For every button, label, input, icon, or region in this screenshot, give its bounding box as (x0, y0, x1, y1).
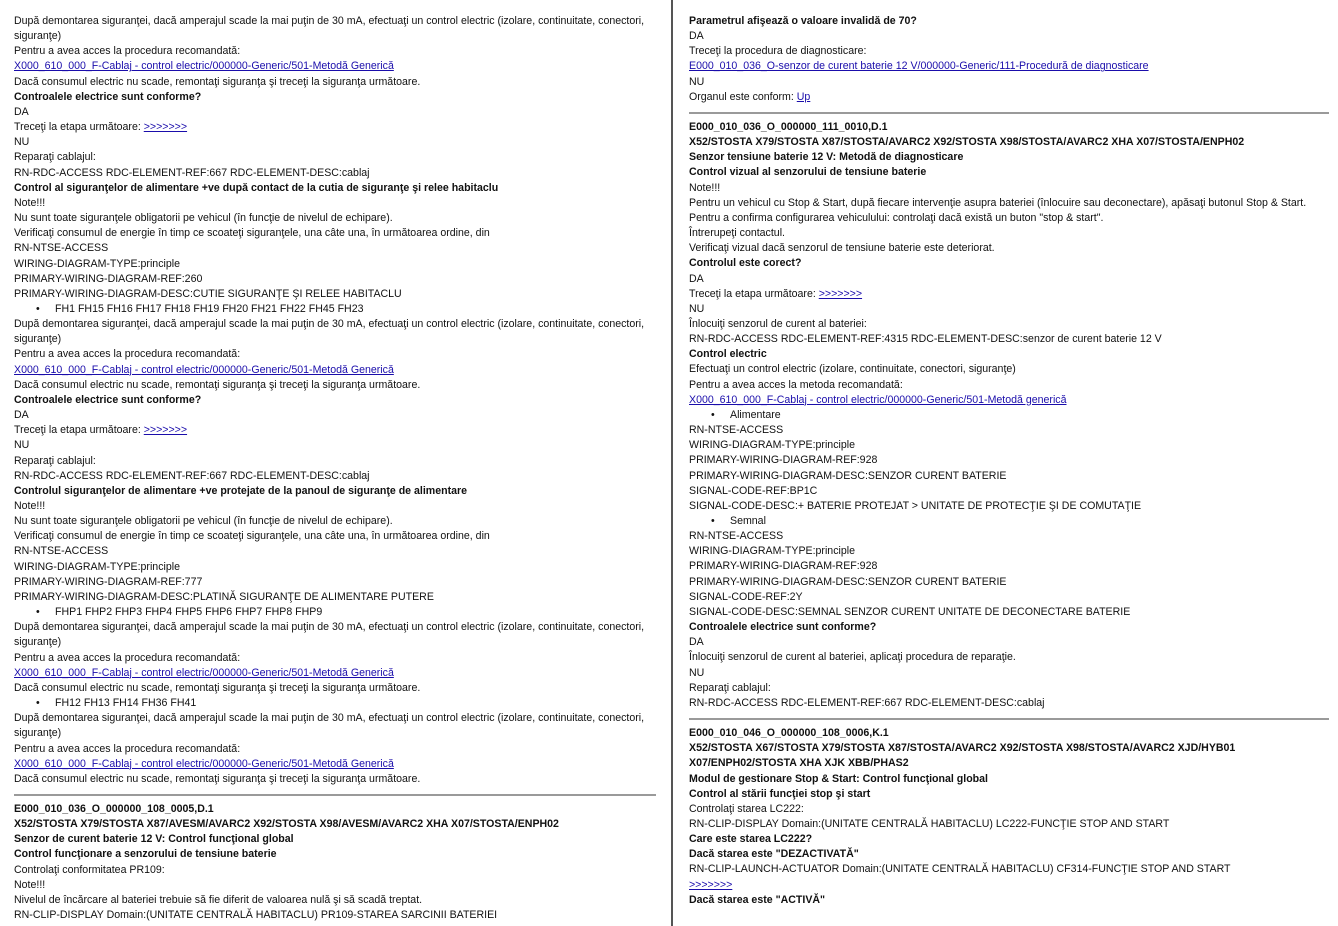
heading-text: E000_010_036_O_000000_111_0010,D.1 (689, 120, 888, 133)
body-text: Verificaţi vizual dacă senzorul de tensiune baterie este deteriorat. (689, 242, 995, 255)
bullet-text: Alimentare (730, 408, 781, 421)
next-step-link[interactable]: >>>>>>> (143, 424, 188, 437)
body-text: Reparaţi cablajul: (14, 454, 96, 467)
bullet-item (14, 302, 656, 317)
body-text: RN-NTSE-ACCESS (689, 424, 784, 437)
heading-text: E000_010_036_O_000000_108_0005,D.1 (14, 802, 214, 815)
body-text: SIGNAL-CODE-REF:2Y (689, 590, 803, 603)
body-text: PRIMARY-WIRING-DIAGRAM-REF:928 (689, 454, 878, 467)
body-text: NU (689, 666, 705, 679)
bullet-icon: • (36, 606, 40, 619)
heading-text: Senzor de curent baterie 12 V: Control funcţional global (14, 833, 294, 846)
bullet-item (689, 514, 1329, 529)
body-text: Dacă consumul electric nu scade, remontaţi siguranţa şi treceţi la siguranţa următoare. (14, 378, 421, 391)
heading-text: X52/STOSTA X79/STOSTA X87/STOSTA/AVARC2 X92/STOSTA X98/STOSTA/AVARC2 XHA X07/STOSTA/ENPH02 (689, 136, 1245, 149)
body-text: NU (14, 439, 30, 452)
procedure-link-line (14, 757, 656, 772)
bullet-item (689, 408, 1329, 423)
heading-text: Control funcţionare a senzorului de tensiune baterie (14, 848, 277, 861)
heading-text: Controalele electrice sunt conforme? (14, 90, 202, 103)
body-text: PRIMARY-WIRING-DIAGRAM-DESC:CUTIE SIGURANŢE ŞI RELEE HABITACLU (14, 287, 402, 300)
body-text: Verificaţi consumul de energie în timp ce scoateţi siguranţele, una câte una, în următoarea ordine, din (14, 530, 490, 543)
procedure-link[interactable]: X000_610_000_F-Cablaj - control electric/000000-Generic/501-Metodă Generică (14, 757, 394, 770)
next-step-link[interactable]: Up (796, 90, 811, 103)
body-text: Pentru a avea acces la procedura recomandată: (14, 348, 241, 361)
procedure-link-line (14, 666, 656, 681)
left-column (14, 14, 656, 923)
body-text: RN-RDC-ACCESS RDC-ELEMENT-REF:4315 RDC-ELEMENT-DESC:senzor de curent baterie 12 V (689, 333, 1162, 346)
heading-text: E000_010_046_O_000000_108_0006,K.1 (689, 727, 889, 740)
heading-text: Controlul siguranţelor de alimentare +ve protejate de la panoul de siguranţe de alimentare (14, 484, 467, 497)
body-text: SIGNAL-CODE-DESC:+ BATERIE PROTEJAT > UNITATE DE PROTECŢIE ŞI DE COMUTAŢIE (689, 499, 1142, 512)
body-text: RN-NTSE-ACCESS (689, 530, 784, 543)
heading-text: Dacă starea este "DEZACTIVATĂ" (689, 848, 859, 861)
bullet-text: FHP1 FHP2 FHP3 FHP4 FHP5 FHP6 FHP7 FHP8 FHP9 (55, 606, 323, 619)
next-step-link[interactable]: >>>>>>> (143, 121, 188, 134)
body-text: După demontarea siguranţei, dacă amperajul scade la mai puţin de 30 mA, efectuaţi un control electric (izolare, continuitate, conectori, siguranţe) (14, 15, 645, 43)
body-text: PRIMARY-WIRING-DIAGRAM-REF:260 (14, 272, 203, 285)
body-text: Note!!! (689, 181, 721, 194)
heading-text: Control electric (689, 348, 767, 361)
section-separator (689, 718, 1329, 720)
body-text: Înlocuiţi senzorul de curent al bateriei: (689, 317, 867, 330)
body-text: După demontarea siguranţei, dacă amperajul scade la mai puţin de 30 mA, efectuaţi un control electric (izolare, continuitate, conectori, siguranţe) (14, 318, 645, 346)
step-line (14, 120, 656, 135)
body-text: NU (689, 75, 705, 88)
body-text: DA (689, 30, 704, 43)
procedure-link[interactable]: X000_610_000_F-Cablaj - control electric/000000-Generic/501-Metodă Generică (14, 666, 394, 679)
body-text: NU (689, 302, 705, 315)
body-text: Note!!! (14, 196, 46, 209)
procedure-link[interactable]: >>>>>>> (689, 878, 733, 891)
heading-text: Controalele electrice sunt conforme? (689, 621, 877, 634)
body-text: Nu sunt toate siguranţele obligatorii pe vehicul (în funcţie de nivelul de echipare). (14, 212, 393, 225)
section-separator (14, 794, 656, 796)
heading-text: Modul de gestionare Stop & Start: Control funcţional global (689, 772, 988, 785)
bullet-icon: • (36, 302, 40, 315)
body-text: Pentru a confirma configurarea vehiculului: controlaţi dacă există un buton "stop & start". (689, 211, 1104, 224)
bullet-text: FH1 FH15 FH16 FH17 FH18 FH19 FH20 FH21 FH22 FH45 FH23 (55, 302, 364, 315)
bullet-text: FH12 FH13 FH14 FH36 FH41 (55, 697, 197, 710)
step-line (689, 287, 1329, 302)
body-text: DA (14, 409, 29, 422)
step-line (689, 90, 1329, 105)
body-text: PRIMARY-WIRING-DIAGRAM-REF:777 (14, 575, 203, 588)
body-text: SIGNAL-CODE-REF:BP1C (689, 484, 818, 497)
body-text: Nu sunt toate siguranţele obligatorii pe vehicul (în funcţie de nivelul de echipare). (14, 515, 393, 528)
body-text: RN-RDC-ACCESS RDC-ELEMENT-REF:667 RDC-ELEMENT-DESC:cablaj (689, 696, 1045, 709)
body-text: Pentru a avea acces la procedura recomandată: (14, 45, 241, 58)
body-text: Pentru a avea acces la procedura recomandată: (14, 742, 241, 755)
heading-text: Control vizual al senzorului de tensiune baterie (689, 166, 927, 179)
body-text: DA (689, 636, 704, 649)
body-text: RN-CLIP-LAUNCH-ACTUATOR Domain:(UNITATE CENTRALĂ HABITACLU) CF314-FUNCŢIE STOP AND START (689, 863, 1231, 876)
body-text: Dacă consumul electric nu scade, remontaţi siguranţa şi treceţi la siguranţa următoare. (14, 75, 421, 88)
body-text: Efectuaţi un control electric (izolare, continuitate, conectori, siguranţe) (689, 363, 1016, 376)
procedure-link-line (689, 393, 1329, 408)
body-text: Note!!! (14, 500, 46, 512)
body-text: Note!!! (14, 878, 46, 891)
body-text: WIRING-DIAGRAM-TYPE:principle (689, 545, 855, 558)
body-text: După demontarea siguranţei, dacă amperajul scade la mai puţin de 30 mA, efectuaţi un control electric (izolare, continuitate, conectori, siguranţe) (14, 712, 645, 740)
body-text: NU (14, 136, 30, 149)
bullet-item (14, 696, 656, 711)
step-text: Treceţi la etapa următoare: (14, 424, 144, 437)
body-text: PRIMARY-WIRING-DIAGRAM-DESC:SENZOR CURENT BATERIE (689, 575, 1007, 588)
body-text: Înlocuiţi senzorul de curent al bateriei, aplicaţi procedura de reparaţie. (689, 651, 1016, 664)
heading-text: Care este starea LC222? (689, 833, 813, 846)
body-text: WIRING-DIAGRAM-TYPE:principle (14, 257, 180, 270)
body-text: Verificaţi consumul de energie în timp ce scoateţi siguranţele, una câte una, în următoarea ordine, din (14, 227, 490, 240)
body-text: Nivelul de încărcare al bateriei trebuie să fie diferit de valoarea nulă şi să scadă treptat. (14, 893, 423, 906)
body-text: Reparaţi cablajul: (14, 151, 96, 164)
body-text: SIGNAL-CODE-DESC:SEMNAL SENZOR CURENT UNITATE DE DECONECTARE BATERIE (689, 605, 1131, 618)
bullet-icon: • (711, 408, 715, 421)
step-text: Organul este conform: (689, 90, 797, 103)
step-text: Treceţi la etapa următoare: (689, 287, 819, 300)
body-text: RN-NTSE-ACCESS (14, 545, 109, 558)
heading-text: X07/ENPH02/STOSTA XHA XJK XBB/PHAS2 (689, 757, 909, 770)
body-text: RN-NTSE-ACCESS (14, 242, 109, 255)
step-text: Treceţi la etapa următoare: (14, 121, 144, 134)
body-text: Întrerupeţi contactul. (689, 227, 785, 240)
heading-text: Parametrul afişează o valoare invalidă de 70? (689, 15, 917, 27)
right-column (689, 14, 1329, 908)
body-text: Dacă consumul electric nu scade, remontaţi siguranţa şi treceţi la siguranţa următoare. (14, 772, 421, 785)
body-text: WIRING-DIAGRAM-TYPE:principle (689, 439, 855, 452)
body-text: DA (689, 272, 704, 285)
body-text: Treceţi la procedura de diagnosticare: (689, 45, 867, 58)
procedure-link[interactable]: X000_610_000_F-Cablaj - control electric/000000-Generic/501-Metodă Generică (14, 60, 394, 73)
procedure-link-line (689, 878, 1329, 893)
body-text: După demontarea siguranţei, dacă amperajul scade la mai puţin de 30 mA, efectuaţi un control electric (izolare, continuitate, conectori, siguranţe) (14, 621, 645, 649)
heading-text: Dacă starea este "ACTIVĂ" (689, 893, 826, 906)
body-text: WIRING-DIAGRAM-TYPE:principle (14, 560, 180, 573)
heading-text: Senzor tensiune baterie 12 V: Metodă de diagnosticare (689, 151, 964, 164)
body-text: RN-RDC-ACCESS RDC-ELEMENT-REF:667 RDC-ELEMENT-DESC:cablaj (14, 469, 370, 482)
procedure-link[interactable]: X000_610_000_F-Cablaj - control electric/000000-Generic/501-Metodă generică (689, 393, 1067, 406)
procedure-link-line (689, 59, 1329, 74)
body-text: Reparaţi cablajul: (689, 681, 771, 694)
bullet-icon: • (36, 697, 40, 710)
bullet-icon: • (711, 515, 715, 527)
body-text: Pentru a avea acces la procedura recomandată: (14, 651, 241, 664)
heading-text: Control al stării funcţiei stop şi start (689, 787, 871, 800)
body-text: Controlaţi starea LC222: (689, 802, 804, 815)
body-text: RN-RDC-ACCESS RDC-ELEMENT-REF:667 RDC-ELEMENT-DESC:cablaj (14, 166, 370, 179)
procedure-link-line (14, 363, 656, 378)
body-text: PRIMARY-WIRING-DIAGRAM-REF:928 (689, 560, 878, 573)
body-text: RN-CLIP-DISPLAY Domain:(UNITATE CENTRALĂ HABITACLU) LC222-FUNCŢIE STOP AND START (689, 817, 1170, 830)
body-text: Pentru a avea acces la metoda recomandată: (689, 378, 903, 391)
bullet-text: Semnal (730, 515, 766, 527)
procedure-link-line (14, 59, 656, 74)
column-divider (671, 0, 673, 926)
bullet-item (14, 605, 656, 620)
body-text: Controlaţi conformitatea PR109: (14, 863, 165, 876)
section-separator (689, 112, 1329, 114)
next-step-link[interactable]: >>>>>>> (818, 287, 863, 300)
heading-text: Controlul este corect? (689, 257, 802, 270)
body-text: PRIMARY-WIRING-DIAGRAM-DESC:SENZOR CURENT BATERIE (689, 469, 1007, 482)
heading-text: X52/STOSTA X79/STOSTA X87/AVESM/AVARC2 X92/STOSTA X98/AVESM/AVARC2 XHA X07/STOSTA/ENPH02 (14, 818, 559, 831)
body-text: RN-CLIP-DISPLAY Domain:(UNITATE CENTRALĂ HABITACLU) PR109-STAREA SARCINII BATERIEI (14, 909, 498, 922)
body-text: Pentru un vehicul cu Stop & Start, după fiecare intervenţie asupra bateriei (înlocuire sau deconectare), apăsaţi butonul Stop & Start. (689, 196, 1307, 209)
body-text: Dacă consumul electric nu scade, remontaţi siguranţa şi treceţi la siguranţa următoare. (14, 681, 421, 694)
body-text: PRIMARY-WIRING-DIAGRAM-DESC:PLATINĂ SIGURANŢE DE ALIMENTARE PUTERE (14, 590, 434, 603)
procedure-link[interactable]: X000_610_000_F-Cablaj - control electric/000000-Generic/501-Metodă Generică (14, 363, 394, 376)
body-text: DA (14, 105, 29, 118)
heading-text: Control al siguranţelor de alimentare +ve după contact de la cutia de siguranţe şi relee habitaclu (14, 181, 499, 194)
step-line (14, 423, 656, 438)
heading-text: X52/STOSTA X67/STOSTA X79/STOSTA X87/STOSTA/AVARC2 X92/STOSTA X98/STOSTA/AVARC2 XJD/HYB01 (689, 742, 1236, 755)
procedure-link[interactable]: E000_010_036_O-senzor de curent baterie 12 V/000000-Generic/111-Procedură de diagnosticare (689, 60, 1149, 73)
heading-text: Controalele electrice sunt conforme? (14, 393, 202, 406)
